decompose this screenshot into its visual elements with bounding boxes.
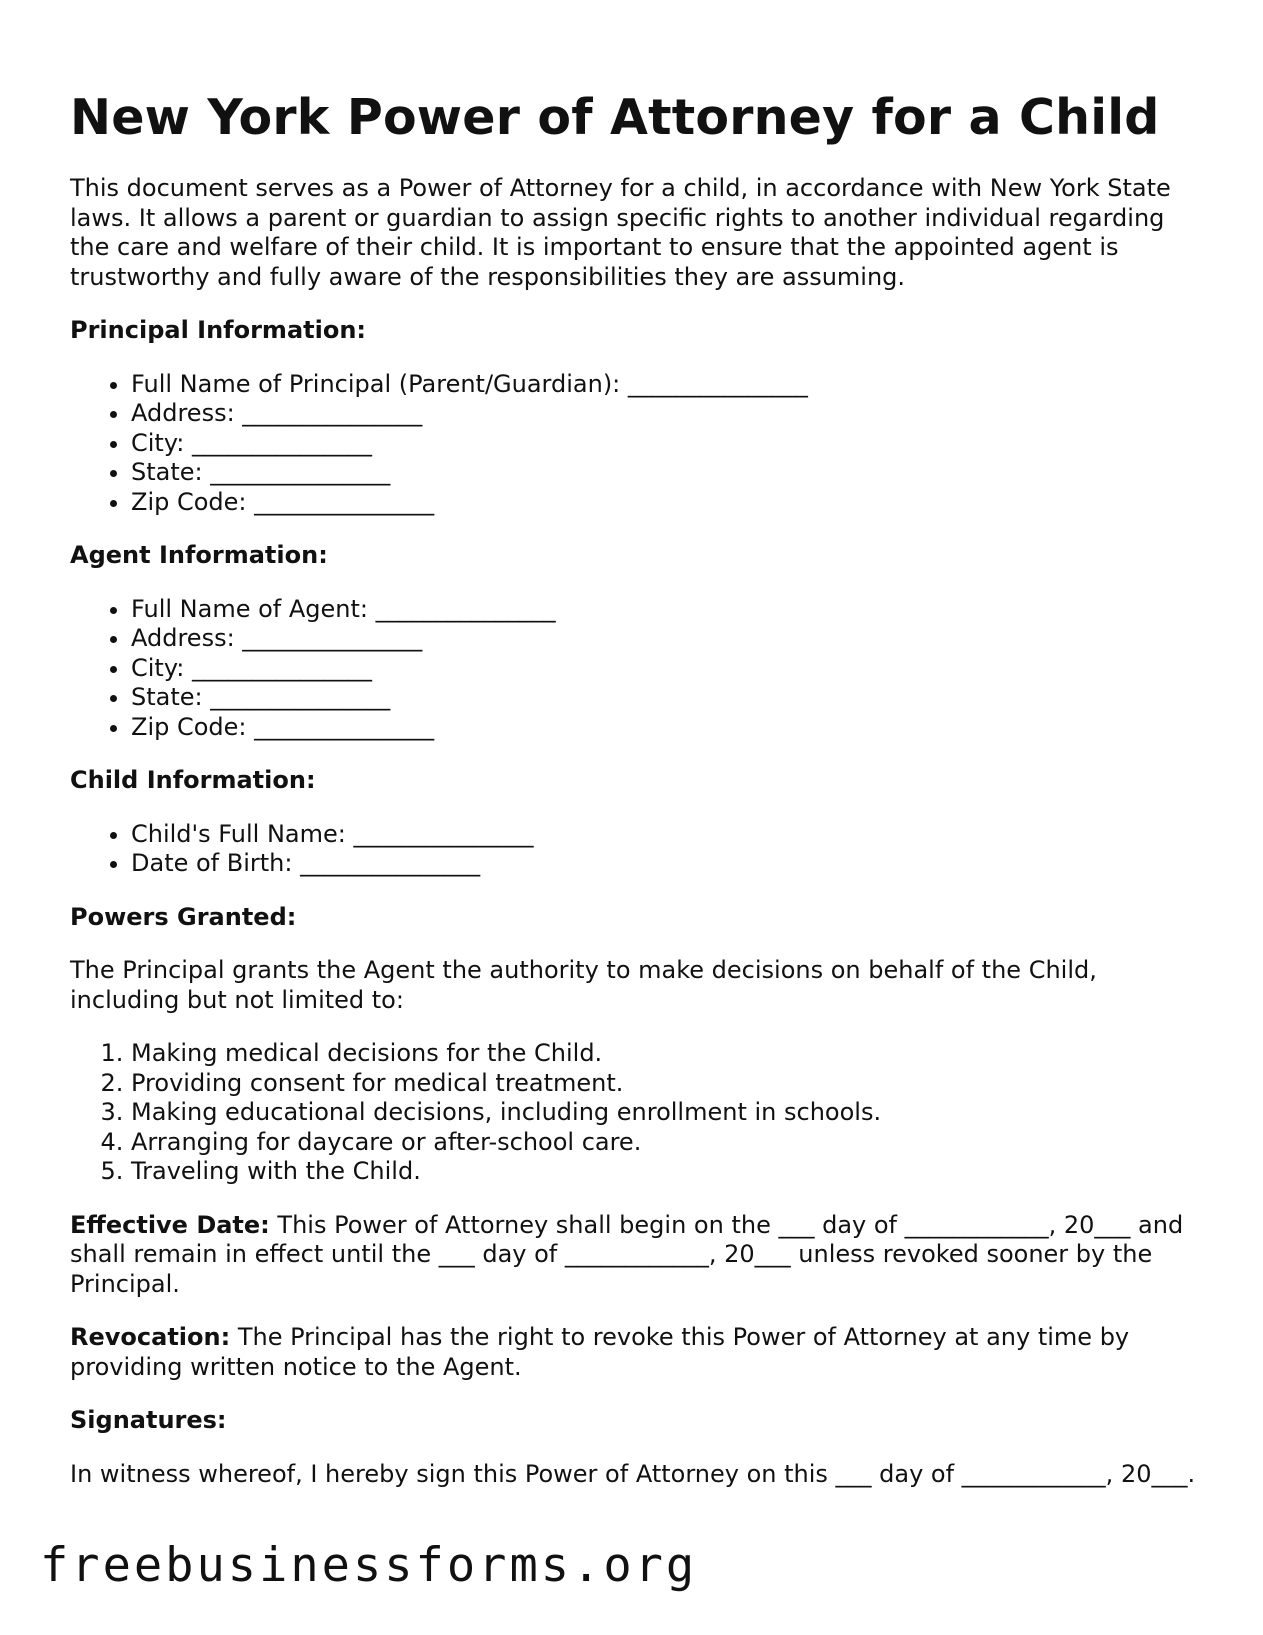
signatures-paragraph: In witness whereof, I hereby sign this Power of Attorney on this ___ day of ____________, 20___. bbox=[70, 1459, 1196, 1488]
agent-full-name-field: • Full Name of Agent: _______________ bbox=[131, 595, 1200, 625]
child-full-name-field: • Child's Full Name: _______________ bbox=[131, 820, 1200, 850]
signatures-heading: Signatures: bbox=[70, 1406, 227, 1434]
revocation-text: The Principal has the right to revoke this Power of Attorney at any time by providing written notice to the Agent. bbox=[70, 1323, 1130, 1381]
effective-date-text: This Power of Attorney shall begin on the ___ day of ____________, 20___ and shall remain in effect until the ___ day of ____________, 20___ unless revoked sooner by the Principal. bbox=[70, 1210, 1184, 1298]
power-item: 2. Providing consent for medical treatment. bbox=[131, 1069, 1200, 1099]
powers-list bbox=[70, 1039, 1200, 1187]
agent-list bbox=[70, 595, 1200, 743]
child-heading: Child Information: bbox=[70, 766, 316, 794]
effective-date-paragraph bbox=[70, 1211, 1200, 1300]
powers-heading: Powers Granted: bbox=[70, 902, 297, 931]
principal-state-field: • State: _______________ bbox=[131, 458, 1200, 488]
intro-paragraph: This document serves as a Power of Attorney for a child, in accordance with New York State laws. It allows a parent or guardian to assign specific rights to another individual regarding the care and welfare of their child. It is important to ensure that the appointed agent is trustworthy and fully aware of the responsibilities they are assuming. bbox=[70, 174, 1171, 291]
agent-zip-field: • Zip Code: _______________ bbox=[131, 713, 1200, 743]
principal-zip-field: • Zip Code: _______________ bbox=[131, 488, 1200, 518]
agent-address-field: • Address: _______________ bbox=[131, 624, 1200, 654]
power-item: 1. Making medical decisions for the Child. bbox=[131, 1039, 1200, 1069]
effective-date-label: Effective Date: bbox=[70, 1210, 270, 1239]
agent-heading: Agent Information: bbox=[70, 541, 328, 569]
principal-address-field: • Address: _______________ bbox=[131, 399, 1200, 429]
agent-city-field: • City: _______________ bbox=[131, 654, 1200, 684]
power-item: 3. Making educational decisions, including enrollment in schools. bbox=[131, 1098, 1200, 1128]
document-title: New York Power of Attorney for a Child bbox=[70, 89, 1160, 146]
revocation-paragraph bbox=[70, 1323, 1200, 1382]
document-page bbox=[70, 86, 1200, 1513]
power-item: 5. Traveling with the Child. bbox=[131, 1157, 1200, 1187]
revocation-label: Revocation: bbox=[70, 1323, 231, 1351]
powers-paragraph: The Principal grants the Agent the authority to make decisions on behalf of the Child, including but not limited to: bbox=[70, 956, 1097, 1014]
principal-list bbox=[70, 370, 1200, 518]
principal-full-name-field: • Full Name of Principal (Parent/Guardian): _______________ bbox=[131, 370, 1200, 400]
power-item: 4. Arranging for daycare or after-school care. bbox=[131, 1128, 1200, 1158]
agent-state-field: • State: _______________ bbox=[131, 683, 1200, 713]
child-list bbox=[70, 820, 1200, 879]
watermark-text: freebusinessforms.org bbox=[40, 1538, 698, 1593]
child-dob-field: • Date of Birth: _______________ bbox=[131, 849, 1200, 879]
principal-heading: Principal Information: bbox=[70, 316, 367, 344]
principal-city-field: • City: _______________ bbox=[131, 429, 1200, 459]
